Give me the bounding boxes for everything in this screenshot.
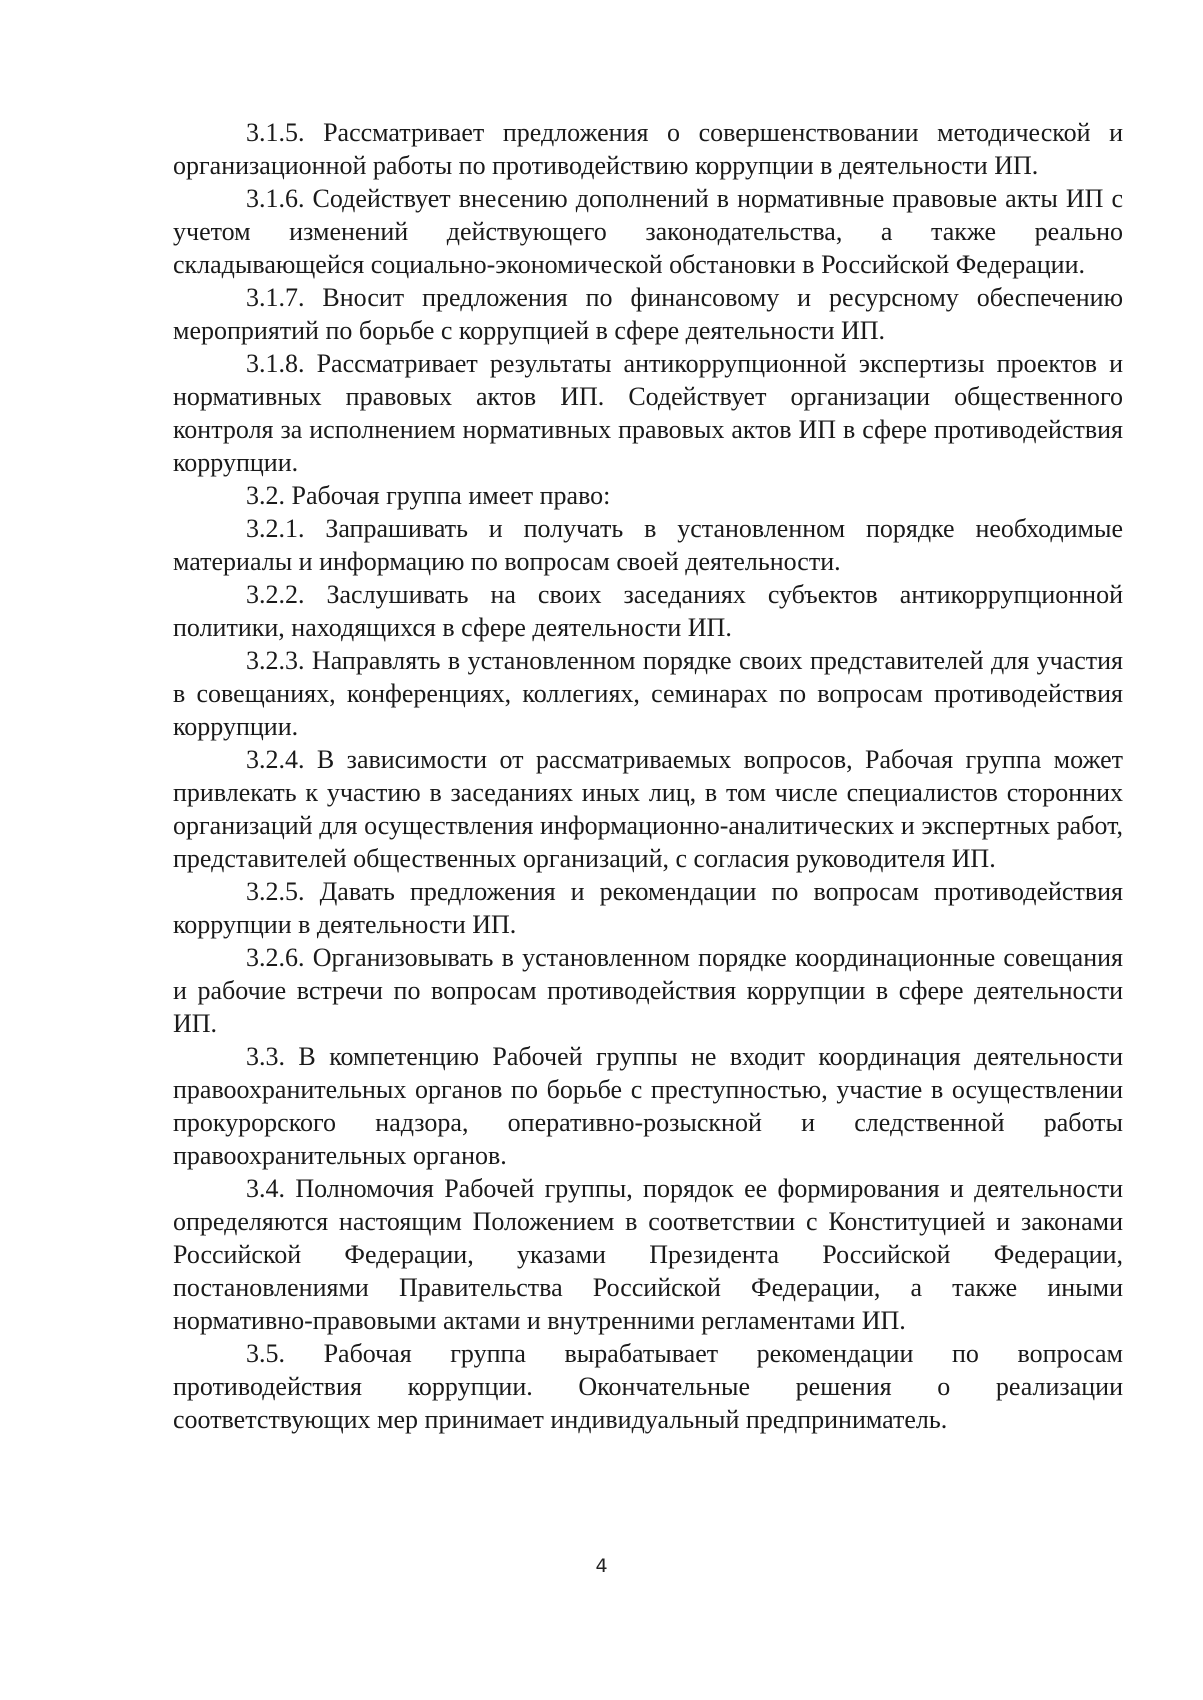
paragraph-3-2-5: 3.2.5. Давать предложения и рекомендации по вопросам противодействия коррупции в деятельности ИП. — [173, 877, 1123, 939]
paragraph-3-4: 3.4. Полномочия Рабочей группы, порядок ее формирования и деятельности определяются настоящим Положением в соответствии с Конституцией и законами Российской Федерации, указами Президента Российской Федерации, постановлениями Правительства Российской Федерации, а также иными нормативно-правовыми актами и внутренними регламентами ИП. — [173, 1174, 1123, 1335]
paragraph-3-2: 3.2. Рабочая группа имеет право: — [246, 481, 611, 510]
paragraph-3-2-3: 3.2.3. Направлять в установленном порядке своих представителей для участия в совещаниях, конференциях, коллегиях, семинарах по вопросам противодействия коррупции. — [173, 646, 1123, 741]
paragraph-3-5: 3.5. Рабочая группа вырабатывает рекомендации по вопросам противодействия коррупции. Окончательные решения о реализации соответствующих мер принимает индивидуальный предприниматель. — [173, 1339, 1123, 1434]
paragraph-3-2-6: 3.2.6. Организовывать в установленном порядке координационные совещания и рабочие встречи по вопросам противодействия коррупции в сфере деятельности ИП. — [173, 943, 1123, 1038]
paragraph-3-2-2: 3.2.2. Заслушивать на своих заседаниях субъектов антикоррупционной политики, находящихся в сфере деятельности ИП. — [173, 580, 1123, 642]
paragraph-3-3: 3.3. В компетенцию Рабочей группы не входит координация деятельности правоохранительных органов по борьбе с преступностью, участие в осуществлении прокурорского надзора, оперативно-розыскной и следственной работы правоохранительных органов. — [173, 1042, 1123, 1170]
paragraph-3-1-7: 3.1.7. Вносит предложения по финансовому и ресурсному обеспечению мероприятий по борьбе с коррупцией в сфере деятельности ИП. — [173, 283, 1123, 345]
paragraph-3-2-4: 3.2.4. В зависимости от рассматриваемых вопросов, Рабочая группа может привлекать к участию в заседаниях иных лиц, в том числе специалистов сторонних организаций для осуществления информационно-аналитических и экспертных работ, представителей общественных организаций, с согласия руководителя ИП. — [173, 745, 1123, 873]
paragraph-3-1-5: 3.1.5. Рассматривает предложения о совершенствовании методической и организационной работы по противодействию коррупции в деятельности ИП. — [173, 118, 1123, 180]
document-body — [173, 116, 1123, 1436]
page-number: 4 — [595, 1555, 608, 1577]
paragraph-3-2-1: 3.2.1. Запрашивать и получать в установленном порядке необходимые материалы и информацию по вопросам своей деятельности. — [173, 514, 1123, 576]
paragraph-3-1-8: 3.1.8. Рассматривает результаты антикоррупционной экспертизы проектов и нормативных правовых актов ИП. Содействует организации общественного контроля за исполнением нормативных правовых актов ИП в сфере противодействия коррупции. — [173, 349, 1123, 477]
paragraph-3-1-6: 3.1.6. Содействует внесению дополнений в нормативные правовые акты ИП с учетом изменений действующего законодательства, а также реально складывающейся социально-экономической обстановки в Российской Федерации. — [173, 184, 1123, 279]
